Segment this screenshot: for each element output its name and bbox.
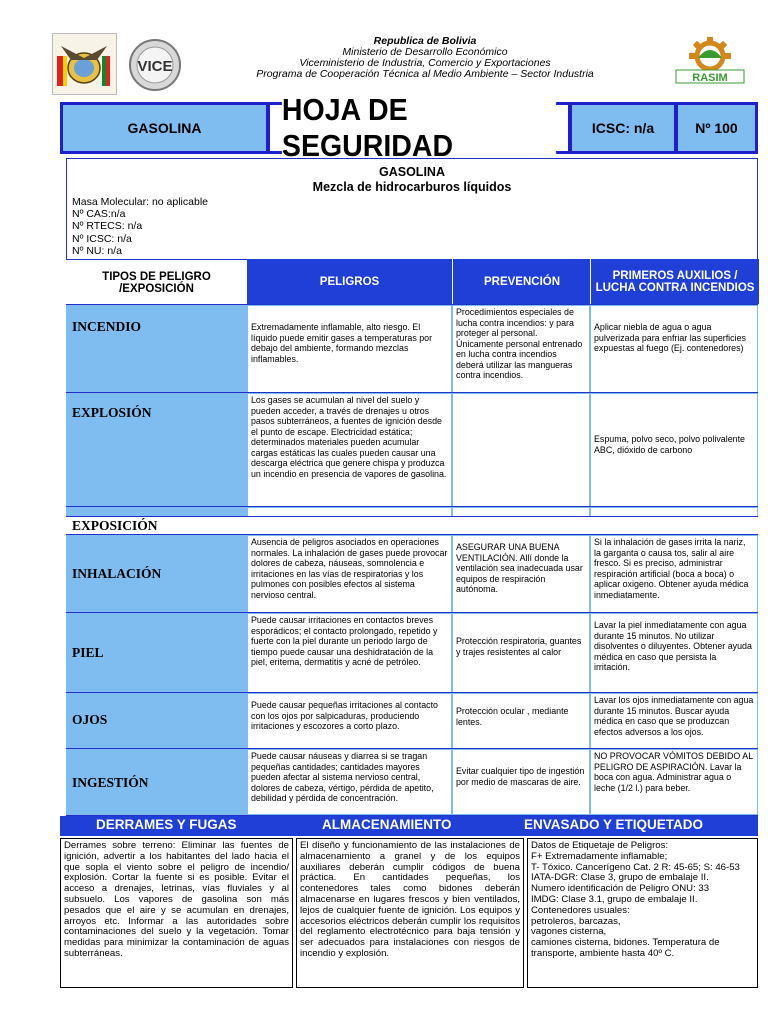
title-bar — [60, 92, 758, 163]
derrames-text: Derrames sobre terreno: Eliminar las fuentes de ignición, advertir a los habitantes del lado hacia el que sopla el viento sobre el peligro de incendio/ explosión. Cortar la fuente si es posible. Evitar el acceso a drenajes, letrinas, vías fluviales y al subsuelo. Los vapores de gasolina son más pesados que el aire y se acumulan en drenajes, arroyos etc. Informar a las autoridades sobre contaminaciones del suelo y la vegetación. Tomar medidas para minimizar la contaminación de aguas subterráneas. — [64, 840, 289, 959]
icsc-cell: ICSC: n/a — [572, 105, 674, 151]
label-exposicion: EXPOSICIÓN — [72, 518, 158, 533]
product-name: GASOLINA — [379, 165, 445, 179]
derrames-header: DERRAMES Y FUGAS — [96, 817, 237, 832]
explosion-prevencion — [453, 394, 589, 506]
ministry-header — [190, 36, 660, 80]
vice-logo — [123, 38, 187, 92]
header-line-1: Republica de Bolivia — [373, 35, 477, 47]
incendio-auxilios: Aplicar niebla de agua o agua pulverizada para enfriar las superficies expuestas al fuego (Ej. contenedores) — [591, 306, 757, 392]
header-prevencion: PREVENCIÓN — [452, 259, 591, 304]
row-explosion — [66, 392, 758, 507]
envasado-line: Numero identificación de Peligro ONU: 33 — [531, 883, 710, 895]
envasado-box — [527, 838, 758, 988]
label-incendio: INCENDIO — [72, 319, 142, 334]
envasado-line: Datos de Etiquetaje de Peligros: — [531, 840, 669, 851]
header-peligros: PELIGROS — [247, 259, 452, 304]
envasado-line: F+ Extremadamente inflamable; — [531, 850, 668, 862]
piel-auxilios: Lavar la piel inmediatamente con agua durante 15 minutos. No utilizar disolventes o diluyentes. Obtener ayuda médica en caso que persista la irritación. — [591, 614, 757, 692]
bolivia-coat-of-arms-logo — [52, 33, 117, 95]
prop-molecular-mass: Masa Molecular: no aplicable — [72, 196, 208, 208]
envasado-line: vagones cisterna, — [531, 926, 607, 938]
incendio-peligros: Extremadamente inflamable, alto riesgo. El líquido puede emitir gases a temperaturas por debajo del ambiente, formando mezclas inflamables. — [248, 306, 451, 392]
svg-text:VICE: VICE — [137, 58, 173, 75]
piel-peligros: Puede causar irritaciones en contactos breves esporádicos; el contacto prolongado, repetido y fuerte con la piel durante un periodo largo de tiempo puede causar una deshidratación de la piel, eritema, dermatitis y acné de petróleo. — [248, 614, 451, 692]
label-ojos: OJOS — [72, 712, 108, 727]
product-description: Mezcla de hidrocarburos líquidos — [312, 180, 512, 194]
inhalacion-auxilios: Si la inhalación de gases irrita la nariz, la garganta o causa tos, salir al aire fresco. Si es preciso, administrar respiración artificial (boca a boca) o aplicar oxigeno. Obtener ayuda médica inmediatamente. — [591, 536, 757, 612]
spacer-cell — [248, 508, 451, 516]
document-title-cell — [270, 92, 568, 163]
envasado-line: Contenedores usuales: — [531, 904, 630, 916]
envasado-line: petroleros, barcazas, — [531, 915, 621, 927]
header-line-2: Ministerio de Desarrollo Económico — [342, 46, 508, 58]
envasado-line: camiones cisterna, bidones. Temperatura de transporte, ambiente hasta 40º C. — [531, 937, 720, 959]
row-incendio — [66, 304, 758, 393]
explosion-auxilios: Espuma, polvo seco, polvo polivalente ABC, dióxido de carbono — [591, 394, 757, 506]
envasado-header: ENVASADO Y ETIQUETADO — [524, 817, 704, 832]
header-line-3: Viceministerio de Industria, Comercio y Exportaciones — [299, 57, 551, 69]
derrames-box — [60, 838, 293, 988]
label-inhalacion: INHALACIÓN — [72, 566, 162, 581]
table-header-row — [66, 259, 758, 304]
ojos-auxilios: Lavar los ojos inmediatamente con agua durante 15 minutos. Buscar ayuda médica en caso que se produzcan efectos adversos a los ojos. — [591, 694, 757, 748]
product-identity — [66, 158, 758, 195]
header-tipos: TIPOS DE PELIGRO /EXPOSICIÓN — [66, 259, 247, 305]
incendio-prevencion: Procedimientos especiales de lucha contra incendios: y para proteger al personal. Únicamente personal entrenado en lucha contra incendios deberá utilizar las mangueras contra incendios. — [453, 306, 589, 392]
envasado-line: IATA-DGR: Clase 3, grupo de embalaje II. — [531, 872, 709, 884]
ingestion-peligros: Puede causar náuseas y diarrea si se tragan pequeñas cantidades; cantidades mayores pueden afectar al sistema nervioso central, dolores de cabeza, vértigo, pérdida de apetito, debilidad y pérdida de concentración. — [248, 750, 451, 814]
envasado-line: T- Tóxico. Cancerígeno Cat. 2 R: 45-65; S: 46-53 — [531, 861, 740, 873]
prop-icsc: Nº ICSC: n/a — [72, 232, 132, 245]
row-inhalacion — [66, 534, 758, 613]
ingestion-auxilios: NO PROVOCAR VÓMITOS DEBIDO AL PELIGRO DE ASPIRACIÓN. Lavar la boca con agua. Administrar agua o leche (1/2 l.) para beber. — [591, 750, 757, 814]
header-auxilios: PRIMEROS AUXILIOS / LUCHA CONTRA INCENDIOS — [590, 259, 759, 304]
rasim-logo — [668, 36, 752, 86]
document-title: HOJA DE SEGURIDAD — [282, 92, 556, 164]
envasado-line: IMDG: Clase 3.1, grupo de embalaje II. — [531, 893, 698, 905]
inhalacion-prevencion: ASEGURAR UNA BUENA VENTILACIÓN. Allí donde la ventilación sea inadecuada usar equipos de respiración autónoma. — [453, 536, 589, 612]
svg-text:RASIM: RASIM — [692, 72, 728, 84]
prop-nu: Nº NU: n/a — [72, 244, 122, 257]
ojos-peligros: Puede causar pequeñas irritaciones al contacto con los ojos por salpicaduras, produciendo irritaciones y escozores a corto plazo. — [248, 694, 451, 748]
spacer-cell — [453, 508, 589, 516]
row-ojos — [66, 692, 758, 749]
ojos-prevencion: Protección ocular , mediante lentes. — [453, 694, 589, 748]
explosion-peligros: Los gases se acumulan al nivel del suelo y pueden acceder, a través de drenajes u otros pasos subterráneos, a fuentes de ignición desde el punto de escape. Electricidad estática; determinados materiales pueden acumular cargas estáticas las cuales pueden causar una descarga eléctrica que genere chispa y produzca un incendio en presencia de vapores de gasolina. — [248, 394, 451, 506]
prop-rtecs: Nº RTECS: n/a — [72, 220, 143, 233]
header-line-4: Programa de Cooperación Técnica al Medio Ambiente – Sector Industria — [256, 68, 594, 80]
label-ingestion: INGESTIÓN — [72, 775, 149, 790]
bottom-section-headers — [60, 816, 758, 836]
almacenamiento-box — [296, 838, 524, 988]
inhalacion-peligros: Ausencia de peligros asociados en operaciones normales. La inhalación de gases puede provocar dolores de cabeza, náuseas, somnolencia e irritaciones en las vías de respiratorias y los pulmones con posibles efectos al sistema nervioso central. — [248, 536, 451, 612]
label-piel: PIEL — [72, 645, 104, 660]
product-name-cell: GASOLINA — [63, 105, 266, 151]
almacenamiento-header: ALMACENAMIENTO — [322, 817, 452, 832]
sheet-number-cell: Nº 100 — [678, 105, 755, 151]
spacer-cell — [591, 508, 757, 516]
piel-prevencion: Protección respiratoria, guantes y trajes resistentes al calor — [453, 614, 589, 692]
ingestion-prevencion: Evitar cualquier tipo de ingestión por medio de mascaras de aire. — [453, 750, 589, 814]
row-ingestion — [66, 748, 758, 816]
product-properties — [72, 196, 208, 257]
prop-cas: Nº CAS:n/a — [72, 208, 126, 221]
almacenamiento-text: El diseño y funcionamiento de las instalaciones de almacenamiento a granel y de los equipos auxiliares deberán cumplir códigos de buena práctica. En cantidades pequeñas, los contenedores tales como bidones deberán almacenarse en lugares frescos y bien ventilados, lejos de cualquier fuente de ignición. Los equipos y accesorios eléctricos deberán cumplir los requisitos del reglamento electrotécnico para baja tensión y ser adecuados para instalaciones con riesgos de incendio y explosión. — [300, 840, 520, 959]
label-explosion: EXPLOSIÓN — [72, 405, 152, 420]
row-piel — [66, 612, 758, 693]
row-exposicion — [66, 516, 758, 535]
